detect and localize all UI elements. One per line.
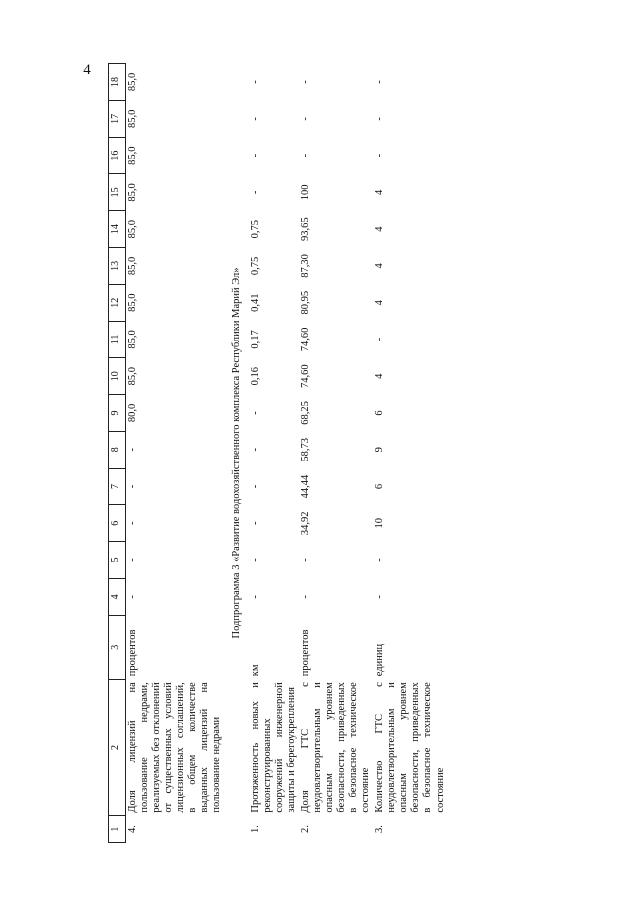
- header-cell-6: 6: [109, 505, 126, 542]
- header-cell-3: 3: [109, 615, 126, 679]
- unit-cell: процентов: [127, 629, 138, 677]
- header-cell-14: 14: [109, 211, 126, 248]
- value-cell: 85,0: [127, 72, 138, 92]
- table-header-row: [109, 64, 126, 843]
- unit-cell: единиц: [374, 643, 386, 677]
- header-cell-12: 12: [109, 284, 126, 321]
- indicator-name: Доля ГТС с неудовлетворительным и опасным уровнем безопасности, приведенных в безопасное техническое состояние: [299, 682, 372, 813]
- row-number: 3.: [374, 825, 386, 834]
- table-row: [373, 64, 447, 843]
- value-cell: -: [374, 153, 386, 158]
- value-cell: 10: [374, 518, 386, 529]
- value-cell: 74,60: [299, 364, 311, 389]
- header-cell-1: 1: [109, 816, 126, 843]
- value-cell: 0,75: [249, 219, 261, 239]
- value-cell: -: [249, 411, 261, 415]
- value-cell: 68,25: [299, 401, 311, 425]
- value-cell: 85,0: [127, 367, 138, 386]
- value-cell: -: [249, 595, 261, 599]
- value-cell: 6: [374, 483, 386, 490]
- value-cell: -: [249, 448, 261, 452]
- indicator-name: Количество ГТС с неудовлетворительным и опасным уровнем безопасности, приведенных в безопасное техническое состояние: [374, 682, 446, 813]
- value-cell: 6: [374, 410, 386, 416]
- table-row: [299, 64, 373, 843]
- header-cell-18: 18: [109, 64, 126, 101]
- subprogram-title: Подпрограмма 3 «Развитие водохозяйственного комплекса Республики Марий Эл»: [230, 267, 242, 639]
- value-cell: 9: [374, 447, 386, 453]
- value-cell: -: [299, 595, 311, 599]
- header-cell-10: 10: [109, 358, 126, 395]
- value-cell: -: [127, 595, 138, 599]
- value-cell: -: [299, 153, 311, 158]
- unit-cell: км: [249, 664, 261, 677]
- value-cell: 0,17: [249, 330, 261, 349]
- value-cell: 85,0: [127, 109, 138, 129]
- page-number: 4: [83, 62, 91, 78]
- value-cell: -: [299, 80, 311, 84]
- value-cell: 4: [374, 226, 386, 232]
- header-cell-11: 11: [109, 321, 126, 358]
- value-cell: 34,92: [299, 511, 311, 536]
- value-cell: -: [374, 80, 386, 84]
- value-cell: 0,75: [249, 256, 261, 276]
- header-cell-17: 17: [109, 100, 126, 137]
- value-cell: 100: [299, 184, 311, 201]
- value-cell: -: [374, 558, 386, 562]
- value-cell: 4: [374, 300, 386, 306]
- value-cell: 85,0: [127, 293, 138, 312]
- value-cell: 58,73: [299, 437, 311, 462]
- value-cell: -: [374, 595, 386, 599]
- value-cell: 93,65: [299, 217, 311, 241]
- value-cell: -: [127, 558, 138, 562]
- value-cell: -: [127, 521, 138, 526]
- header-cell-4: 4: [109, 578, 126, 615]
- header-cell-15: 15: [109, 174, 126, 211]
- value-cell: -: [127, 448, 138, 452]
- value-cell: -: [249, 117, 261, 121]
- unit-cell: процентов: [299, 629, 311, 677]
- indicator-name: Доля лицензий на пользование недрами, реализуемых без отклонений от существенных условий лицензионных соглашений, в общем количестве выданных лицензий на пользование недрами: [127, 682, 223, 813]
- value-cell: 4: [374, 189, 386, 196]
- value-cell: 0,41: [249, 293, 261, 312]
- value-cell: 85,0: [127, 256, 138, 276]
- header-cell-5: 5: [109, 542, 126, 579]
- indicator-name: Протяженность новых и реконструированных сооружений инженерной защиты и берегоукрепления: [249, 682, 297, 813]
- value-cell: 4: [374, 373, 386, 379]
- value-cell: 74,60: [299, 327, 311, 352]
- row-number: 2.: [299, 825, 311, 834]
- table-row: [249, 64, 299, 843]
- value-cell: -: [374, 337, 386, 342]
- value-cell: 0,16: [249, 367, 261, 386]
- subprogram-row: [225, 64, 249, 843]
- header-cell-13: 13: [109, 248, 126, 285]
- value-cell: -: [249, 484, 261, 489]
- header-cell-2: 2: [109, 679, 126, 815]
- header-cell-16: 16: [109, 137, 126, 174]
- value-cell: 80,95: [299, 290, 311, 315]
- value-cell: 85,0: [127, 330, 138, 349]
- header-cell-8: 8: [109, 431, 126, 468]
- value-cell: 44,44: [299, 474, 311, 499]
- value-cell: -: [299, 558, 311, 562]
- table-row: [126, 64, 225, 843]
- value-cell: 87,30: [299, 254, 311, 278]
- row-number: 1.: [249, 825, 261, 834]
- table-body: [126, 64, 448, 843]
- value-cell: -: [249, 190, 261, 195]
- value-cell: -: [249, 80, 261, 84]
- value-cell: 85,0: [127, 146, 138, 165]
- value-cell: 4: [374, 263, 386, 269]
- value-cell: -: [374, 117, 386, 121]
- value-cell: -: [249, 558, 261, 562]
- value-cell: -: [249, 153, 261, 158]
- value-cell: 85,0: [127, 183, 138, 202]
- indicators-table: [108, 63, 448, 843]
- rotated-table-container: [108, 63, 528, 843]
- header-cell-7: 7: [109, 468, 126, 505]
- value-cell: 80,0: [127, 403, 138, 423]
- header-cell-9: 9: [109, 395, 126, 432]
- value-cell: -: [299, 117, 311, 121]
- value-cell: -: [127, 484, 138, 489]
- value-cell: 85,0: [127, 219, 138, 239]
- row-number: 4.: [127, 825, 138, 834]
- value-cell: -: [249, 521, 261, 526]
